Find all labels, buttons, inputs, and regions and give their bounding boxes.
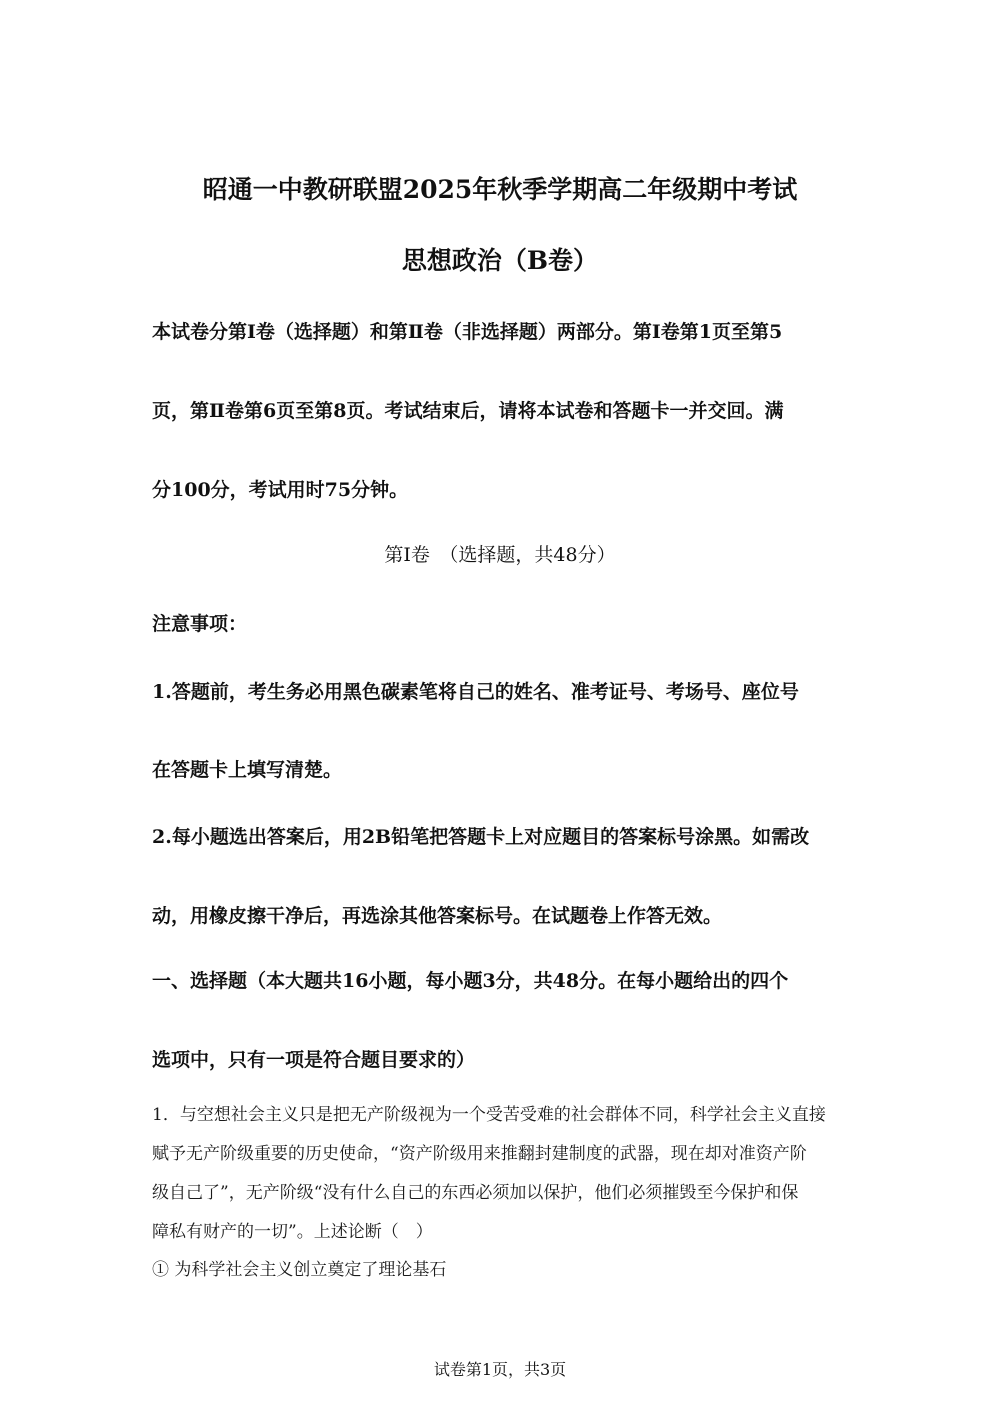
intro-line: 页，第Ⅱ卷第6页至第8页。考试结束后，请将本试卷和答题卡一并交回。满 xyxy=(152,400,784,422)
notice-title: 注意事项： xyxy=(152,613,248,635)
notice-item: 2.每小题选出答案后，用2B铅笔把答题卡上对应题目的答案标号涂黑。如需改 xyxy=(152,826,810,848)
page-footer: 试卷第1页，共3页 xyxy=(433,1360,567,1379)
notice-item: 动，用橡皮擦干净后，再选涂其他答案标号。在试题卷上作答无效。 xyxy=(152,905,723,927)
notice-item: 1.答题前，考生务必用黑色碳素笔将自己的姓名、准考证号、考场号、座位号 xyxy=(152,681,799,703)
question-text: 障私有财产的一切”。上述论断（ ） xyxy=(152,1222,433,1242)
part-heading: 选项中，只有一项是符合题目要求的） xyxy=(152,1049,476,1071)
part-heading: 一、选择题（本大题共16小题，每小题3分，共48分。在每小题给出的四个 xyxy=(152,970,789,992)
question-text: 赋予无产阶级重要的历史使命，“资产阶级用来推翻封建制度的武器，现在却对准资产阶 xyxy=(152,1144,807,1164)
intro-line: 分100分，考试用时75分钟。 xyxy=(152,479,409,501)
question-text: 级自己了”，无产阶级“没有什么自己的东西必须加以保护，他们必须摧毁至今保护和保 xyxy=(152,1183,799,1203)
notice-item: 在答题卡上填写清楚。 xyxy=(152,759,343,781)
exam-title: 昭通一中教研联盟2025年秋季学期高二年级期中考试 xyxy=(202,175,798,204)
exam-subtitle: 思想政治（B卷） xyxy=(401,246,599,275)
intro-line: 本试卷分第Ⅰ卷（选择题）和第Ⅱ卷（非选择题）两部分。第Ⅰ卷第1页至第5 xyxy=(152,321,783,343)
section-heading: 第Ⅰ卷 （选择题，共48分） xyxy=(384,544,616,566)
question-option: ① 为科学社会主义创立奠定了理论基石 xyxy=(152,1260,447,1280)
question-text: 1．与空想社会主义只是把无产阶级视为一个受苦受难的社会群体不同，科学社会主义直接 xyxy=(152,1105,826,1125)
